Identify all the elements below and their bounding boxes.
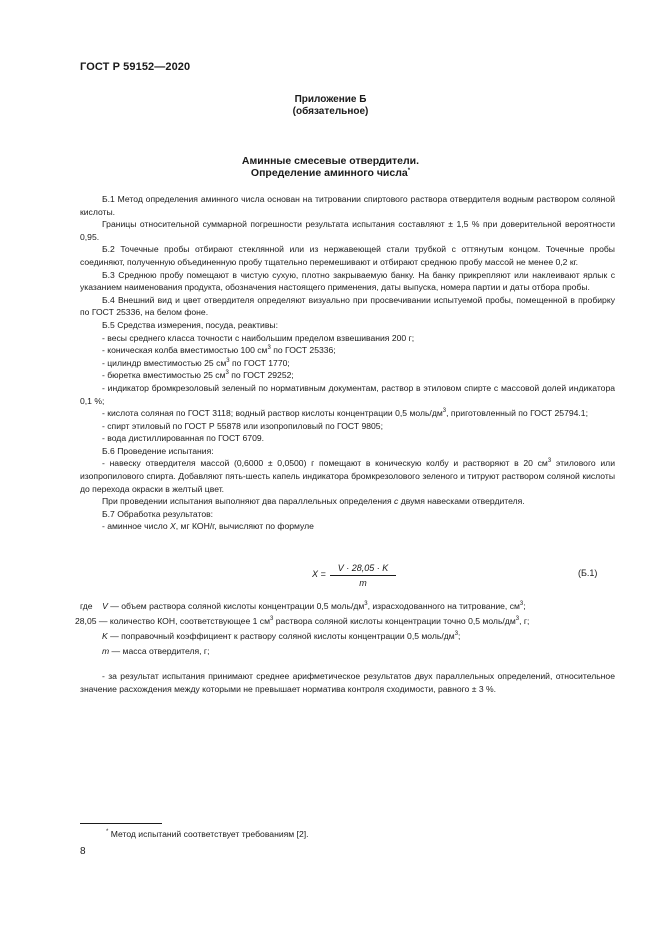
legend-text: — масса отвердителя, г; xyxy=(109,646,210,656)
legend-text: ; xyxy=(523,601,526,611)
variable-legend-2 xyxy=(80,630,620,660)
list-item-flask xyxy=(80,344,615,357)
paragraph-b5: Б.5 Средства измерения, посуда, реактивы: xyxy=(102,319,278,330)
list-item-procedure xyxy=(80,457,615,495)
footnote-divider xyxy=(80,823,162,824)
list-item-amine-number xyxy=(80,520,615,533)
formula-lhs: X = xyxy=(312,569,326,579)
formula-number: (Б.1) xyxy=(578,568,598,578)
legend-row-28 xyxy=(75,615,529,627)
formula-numerator: V · 28,05 · K xyxy=(337,563,389,573)
formula-b1 xyxy=(300,563,430,595)
appendix-status: (обязательное) xyxy=(292,106,369,117)
list-item-text: - навеску отвердителя массой (0,6000 ± 0,0500) г помещают в коническую колбу и растворяют в 20 см xyxy=(102,458,548,469)
superscript: 3 xyxy=(454,631,459,637)
section-title-line1: Аминные смесевые отвердители. xyxy=(241,155,420,167)
footnote-reference: * xyxy=(407,168,411,174)
paragraph-b2: Б.2 Точечные пробы отбирают стеклянной или из нержавеющей стали трубкой с оттянутым концом. Точечные пробы соединяют, полученную объединенную пробу тщательно перемешивают и отбирают среднюю пробу массой не менее 0,2 кг. xyxy=(80,244,615,267)
superscript: 3 xyxy=(442,408,447,415)
list-item-text: по ГОСТ 25336; xyxy=(270,345,336,356)
list-item-text: этилового или изопропилового спирта. Добавляют пять-шесть капель индикатора бромкрезолового зеленого и титруют раствором соляной кислоты до перехода окраски в желтый цвет. xyxy=(80,458,616,494)
formula-denominator: m xyxy=(359,578,367,588)
list-item-text: - цилиндр вместимостью 25 см xyxy=(102,357,227,368)
fraction-bar xyxy=(330,575,396,576)
list-item-text: , приготовленный по ГОСТ 25794.1; xyxy=(446,408,588,419)
list-item-text: по ГОСТ 1770; xyxy=(229,357,290,368)
legend-symbol: K xyxy=(102,631,108,641)
conclusion-block xyxy=(80,670,615,695)
paragraph-parallel xyxy=(80,495,615,508)
section-title-text: Определение аминного числа xyxy=(250,167,408,179)
list-item-cylinder xyxy=(80,357,615,370)
section-title-line2 xyxy=(0,167,661,179)
legend-text: , израсходованного на титрование, см xyxy=(367,601,520,611)
appendix-title: Приложение Б xyxy=(294,94,367,105)
paragraph-b7: Б.7 Обработка результатов: xyxy=(102,508,214,519)
legend-text: — объем раствора соляной кислоты концентрации 0,5 моль/дм xyxy=(107,601,365,611)
method-body xyxy=(80,193,615,533)
legend-row-v xyxy=(80,600,526,612)
paragraph-text: двумя навесками отвердителя. xyxy=(398,496,525,507)
legend-row-k xyxy=(102,630,460,642)
legend-symbol: 28,05 xyxy=(75,616,97,626)
legend-row-m xyxy=(102,645,209,657)
paragraph-b3: Б.3 Среднюю пробу помещают в чистую сухую, плотно закрываемую банку. На банку прикрепляют или наклеивают ярлык с указанием наименования продукта, обозначения настоящего применения, даты выпуска, номера партии и даты отбора пробы. xyxy=(80,269,615,293)
superscript: 3 xyxy=(226,357,230,364)
list-item-alcohol: - спирт этиловый по ГОСТ Р 55878 или изопропиловый по ГОСТ 9805; xyxy=(102,420,383,431)
list-item-scales: - весы среднего класса точности с наибольшим пределом взвешивания 200 г; xyxy=(102,332,415,343)
legend-text: — количество КОН, соответствующее 1 см xyxy=(96,616,270,626)
legend-symbol: V xyxy=(102,601,108,611)
footnote-text: Метод испытаний соответствует требованиям [2]. xyxy=(108,829,309,839)
list-item-text: по ГОСТ 29252; xyxy=(228,370,294,381)
superscript: 3 xyxy=(267,345,271,352)
italic-symbol: X xyxy=(170,521,176,532)
legend-symbol: m xyxy=(102,646,110,656)
legend-text: ; xyxy=(458,631,461,641)
legend-text: — поправочный коэффициент к раствору соляной кислоты концентрации 0,5 моль/дм xyxy=(107,631,455,641)
paragraph-result: - за результат испытания принимают среднее арифметическое результатов двух параллельных определений, относительное значение расхождения между которыми не превышает норматива контроля сходимости, равного ± 3 %. xyxy=(80,671,615,694)
list-item-text: - аминное число xyxy=(102,521,171,532)
paragraph-b1: Б.1 Метод определения аминного числа основан на титровании спиртового раствора отвердителя водным раствором соляной кислоты. xyxy=(80,194,615,217)
paragraph-b4: Б.4 Внешний вид и цвет отвердителя определяют визуально при просвечивании испытуемой пробы, помещенной в пробирку по ГОСТ 25336, на белом фоне. xyxy=(80,294,615,318)
paragraph-text: При проведении испытания выполняют два параллельных определения xyxy=(102,496,395,507)
footnote xyxy=(106,829,309,839)
paragraph-accuracy: Границы относительной суммарной погрешности результата испытания составляют ± 1,5 % при доверительной вероятности 0,95. xyxy=(80,219,615,242)
list-item-water: - вода дистиллированная по ГОСТ 6709. xyxy=(102,433,265,444)
superscript: 3 xyxy=(519,601,524,607)
superscript: 3 xyxy=(364,601,368,607)
superscript: 3 xyxy=(547,458,552,465)
page-number: 8 xyxy=(80,846,86,857)
list-item-burette xyxy=(80,369,615,382)
superscript: 3 xyxy=(515,616,520,622)
legend-text: раствора соляной кислоты концентрации точно 0,5 моль/дм xyxy=(273,616,516,626)
list-item-text: , мг КОН/г, вычисляют по формуле xyxy=(175,521,314,532)
superscript: 3 xyxy=(270,616,274,622)
list-item-indicator: - индикатор бромкрезоловый зеленый по нормативным документам, раствор в этиловом спирте с массовой долей индикатора 0,1 %; xyxy=(80,382,615,406)
footnote-mark: * xyxy=(106,829,109,835)
superscript: 3 xyxy=(225,370,229,377)
document-header: ГОСТ Р 59152—2020 xyxy=(80,61,191,73)
list-item-text: - коническая колба вместимостью 100 см xyxy=(102,345,268,356)
italic-symbol: c xyxy=(394,496,399,507)
list-item-text: - кислота соляная по ГОСТ 3118; водный раствор кислоты концентрации 0,5 моль/дм xyxy=(102,408,443,419)
paragraph-b6: Б.6 Проведение испытания: xyxy=(102,445,214,456)
legend-lead: где xyxy=(80,601,93,611)
legend-text: , г; xyxy=(519,616,530,626)
list-item-text: - бюретка вместимостью 25 см xyxy=(102,370,226,381)
list-item-acid xyxy=(80,407,615,420)
